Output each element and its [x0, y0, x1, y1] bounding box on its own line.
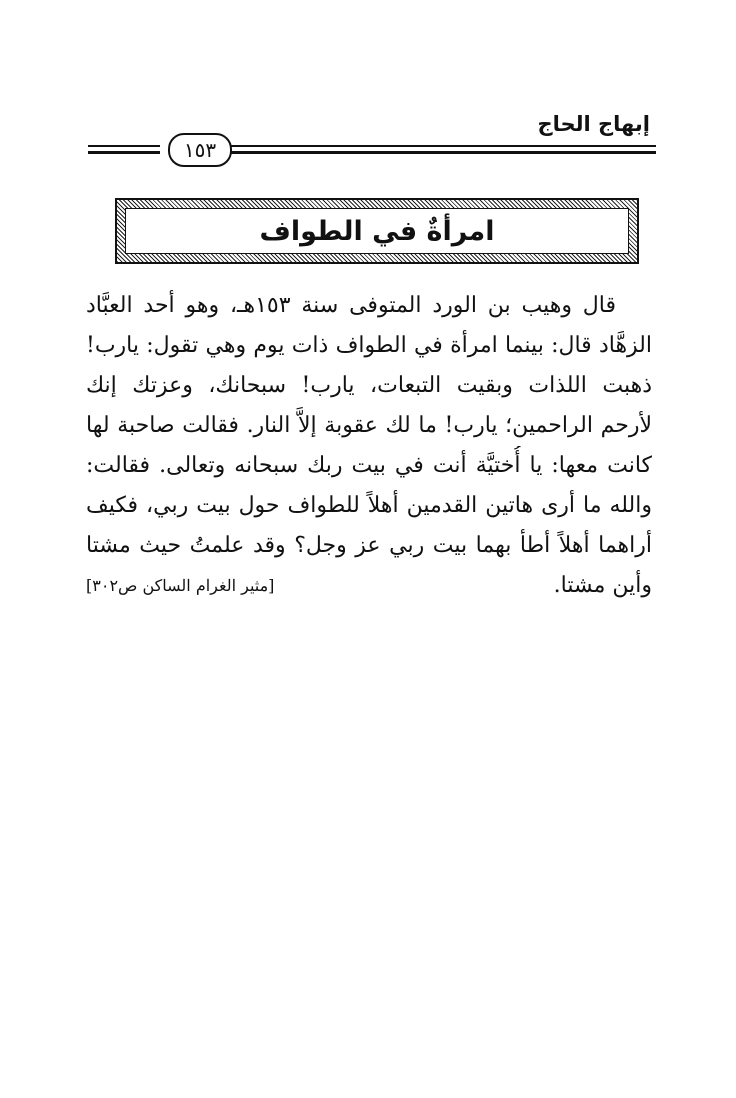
body-line: لأرحم الراحمين؛ يارب! ما لك عقوبة إلاَّ النار. فقالت صاحبة لها [86, 413, 652, 438]
body-line: والله ما أرى هاتين القدمين أهلاً للطواف حول بيت ربي، فكيف [86, 493, 652, 518]
header-rule-line [224, 151, 656, 154]
body-last-line-text: وأين مشتا. [553, 573, 652, 598]
body-line: أراهما أهلاً أطأ بهما بيت ربي عز وجل؟ وقد علمتُ حيث مشتا [86, 533, 652, 558]
section-title-frame [115, 198, 639, 264]
body-line: الزهَّاد قال: بينما امرأة في الطواف ذات يوم وهي تقول: يارب! [86, 333, 652, 358]
body-line: ذهبت اللذات وبقيت التبعات، يارب! سبحانك، وعزتك إنك [86, 373, 652, 398]
body-text [86, 286, 652, 606]
header-rule [88, 138, 656, 162]
body-line: قال وهيب بن الورد المتوفى سنة ١٥٣هـ، وهو أحد العبَّاد [86, 293, 616, 318]
section-title: امرأةٌ في الطواف [259, 215, 495, 247]
page-number: ١٥٣ [168, 133, 232, 167]
citation: [مثير الغرام الساكن ص٣٠٢] [86, 576, 275, 595]
header-rule-line [88, 151, 160, 154]
body-line: كانت معها: يا أُختيَّة أنت في بيت ربك سبحانه وتعالى. فقالت: [86, 453, 652, 478]
header-rule-line [224, 145, 656, 147]
running-title: إبهاج الحاج [537, 112, 650, 136]
section-title-box [125, 208, 629, 254]
body-last-line [86, 566, 652, 606]
header-rule-line [88, 145, 160, 147]
